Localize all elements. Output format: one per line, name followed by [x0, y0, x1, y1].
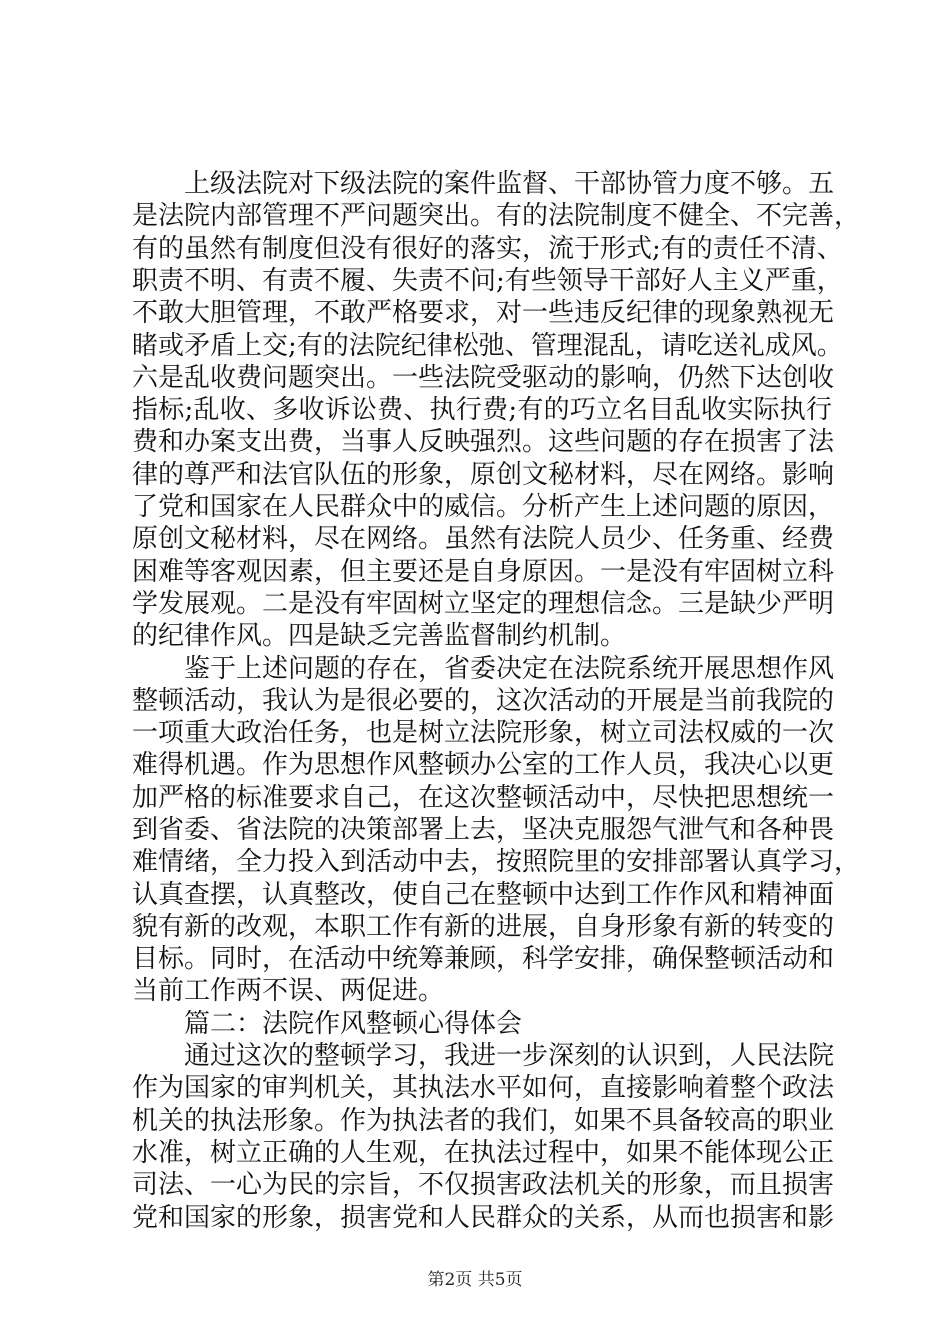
text-line: 了党和国家在人民群众中的威信。分析产生上述问题的原因，: [132, 492, 835, 522]
text-line: 睹或矛盾上交;有的法院纪律松弛、管理混乱，请吃送礼成风。: [132, 331, 843, 361]
text-line: 指标;乱收、多收诉讼费、执行费;有的巧立名目乱收实际执行: [132, 395, 832, 425]
text-line: 学发展观。二是没有牢固树立坚定的理想信念。三是缺少严明: [132, 589, 835, 619]
text-line: 费和办案支出费，当事人反映强烈。这些问题的存在损害了法: [132, 427, 835, 457]
text-line: 貌有新的改观，本职工作有新的进展，自身形象有新的转变的: [132, 912, 835, 942]
text-line: 整顿活动，我认为是很必要的，这次活动的开展是当前我院的: [132, 686, 835, 716]
text-line: 六是乱收费问题突出。一些法院受驱动的影响，仍然下达创收: [132, 363, 835, 393]
text-line: 鉴于上述问题的存在，省委决定在法院系统开展思想作风: [184, 654, 835, 684]
text-line: 机关的执法形象。作为执法者的我们，如果不具备较高的职业: [132, 1106, 835, 1136]
text-line: 职责不明、有责不履、失责不问;有些领导干部好人主义严重，: [132, 266, 843, 296]
text-line: 是法院内部管理不严问题突出。有的法院制度不健全、不完善，: [132, 201, 861, 231]
text-line: 一项重大政治任务，也是树立法院形象，树立司法权威的一次: [132, 718, 835, 748]
text-line: 水准，树立正确的人生观，在执法过程中，如果不能体现公正: [132, 1138, 835, 1168]
text-line: 司法、一心为民的宗旨，不仅损害政法机关的形象，而且损害: [132, 1170, 835, 1200]
text-line: 认真查摆，认真整改，使自己在整顿中达到工作作风和精神面: [132, 880, 835, 910]
text-line: 的纪律作风。四是缺乏完善监督制约机制。: [132, 621, 627, 651]
page-footer: 第2页 共5页: [427, 1270, 523, 1290]
text-line: 目标。同时，在活动中统筹兼顾，科学安排，确保整顿活动和: [132, 944, 835, 974]
text-line: 有的虽然有制度但没有很好的落实，流于形式;有的责任不清、: [132, 234, 843, 264]
text-line: 不敢大胆管理，不敢严格要求，对一些违反纪律的现象熟视无: [132, 298, 835, 328]
text-line: 困难等客观因素，但主要还是自身原因。一是没有牢固树立科: [132, 557, 835, 587]
text-line: 原创文秘材料，尽在网络。虽然有法院人员少、任务重、经费: [132, 524, 835, 554]
text-line: 律的尊严和法官队伍的形象，原创文秘材料，尽在网络。影响: [132, 460, 835, 490]
text-line: 通过这次的整顿学习，我进一步深刻的认识到，人民法院: [184, 1041, 835, 1071]
text-line: 难情绪，全力投入到活动中去，按照院里的安排部署认真学习，: [132, 847, 861, 877]
text-line: 作为国家的审判机关，其执法水平如何，直接影响着整个政法: [132, 1073, 835, 1103]
text-line: 上级法院对下级法院的案件监督、干部协管力度不够。五: [184, 169, 835, 199]
text-line: 到省委、省法院的决策部署上去，坚决克服怨气泄气和各种畏: [132, 815, 835, 845]
text-line: 难得机遇。作为思想作风整顿办公室的工作人员，我决心以更: [132, 750, 835, 780]
text-line: 篇二：法院作风整顿心得体会: [184, 1009, 523, 1039]
text-line: 党和国家的形象，损害党和人民群众的关系，从而也损害和影: [132, 1203, 835, 1233]
text-line: 当前工作两不误、两促进。: [132, 976, 445, 1006]
text-line: 加严格的标准要求自己，在这次整顿活动中，尽快把思想统一: [132, 783, 835, 813]
